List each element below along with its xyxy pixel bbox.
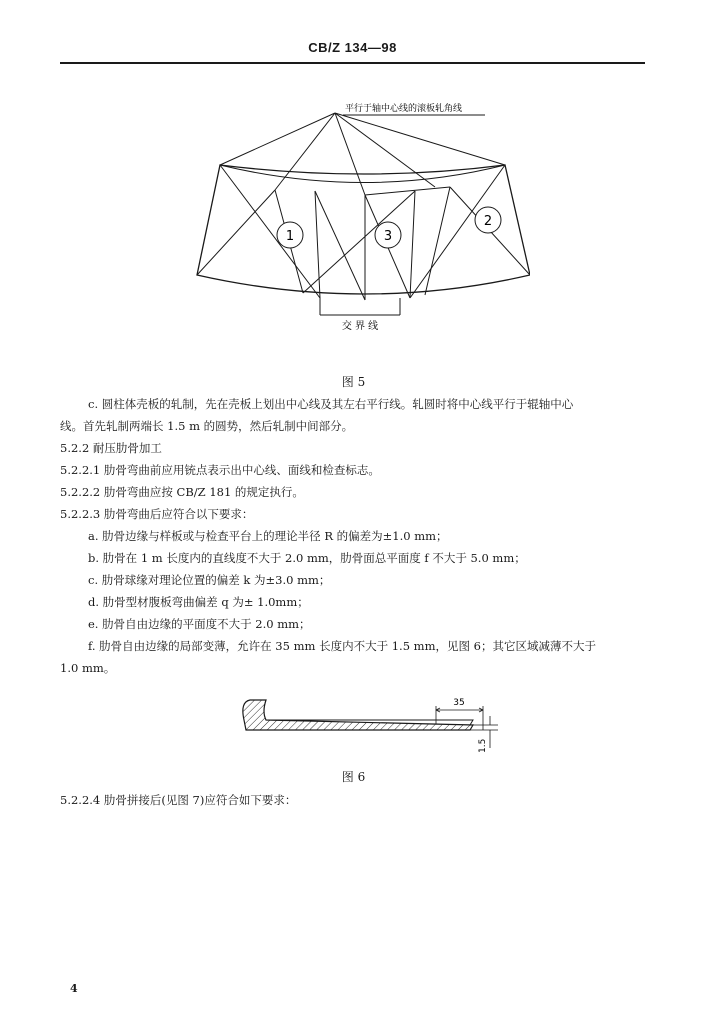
- item-b: b. 肋骨在 1 m 长度内的直线度不大于 2.0 mm，肋骨面总平面度 f 不大于 5.0 mm；: [88, 551, 526, 565]
- para-c-line1: c. 圆柱体壳板的轧制，先在壳板上划出中心线及其左右平行线。轧圆时将中心线平行于辊轴中心: [88, 397, 574, 411]
- item-f-line1: f. 肋骨自由边缘的局部变薄，允许在 35 mm 长度内不大于 1.5 mm，见图 6；其它区域减薄不大于: [88, 639, 596, 653]
- figure-6-caption: 图 6: [341, 770, 366, 784]
- section-5-2-2-1: 5.2.2.1 肋骨弯曲前应用铳点表示出中心线、面线和检查标志。: [60, 463, 380, 477]
- item-a: a. 肋骨边缘与样板或与检查平台上的理论半径 R 的偏差为±1.0 mm；: [88, 529, 448, 543]
- section-5-2-2-2: 5.2.2.2 肋骨弯曲应按 CB/Z 181 的规定执行。: [60, 485, 304, 499]
- page-number: 4: [70, 982, 78, 995]
- figure-5-diagram: [185, 95, 530, 330]
- item-d: d. 肋骨型材腹板弯曲偏差 q 为± 1.0mm；: [88, 595, 309, 609]
- para-c-line2: 线。首先轧制两端长 1.5 m 的圆势，然后轧制中间部分。: [60, 419, 354, 433]
- item-f-line2: 1.0 mm。: [60, 661, 116, 675]
- figure-5-bottom-label: 交 界 线: [341, 321, 379, 330]
- rib-profile: [243, 700, 473, 730]
- circle-3-label: 3: [383, 229, 393, 244]
- dimension-length: 35: [453, 698, 465, 708]
- section-5-2-2-4: 5.2.2.4 肋骨拼接后(见图 7)应符合如下要求：: [60, 793, 297, 807]
- circle-2-label: 2: [483, 214, 493, 229]
- circle-1-label: 1: [285, 229, 295, 244]
- figure-5-top-label: 平行于轴中心线的滚板轧角线: [345, 104, 463, 114]
- section-5-2-2-3: 5.2.2.3 肋骨弯曲后应符合以下要求：: [60, 507, 254, 521]
- header-rule: [60, 62, 645, 64]
- item-c: c. 肋骨球缘对理论位置的偏差 k 为±3.0 mm；: [88, 573, 331, 587]
- page-header: CB/Z 134—98: [308, 40, 397, 55]
- figure-5-caption: 图 5: [341, 375, 366, 389]
- section-5-2-2: 5.2.2 耐压肋骨加工: [60, 441, 162, 455]
- figure-6-diagram: [238, 688, 510, 760]
- item-e: e. 肋骨自由边缘的平面度不大于 2.0 mm；: [88, 617, 311, 631]
- dimension-depth: 1.5: [478, 738, 488, 753]
